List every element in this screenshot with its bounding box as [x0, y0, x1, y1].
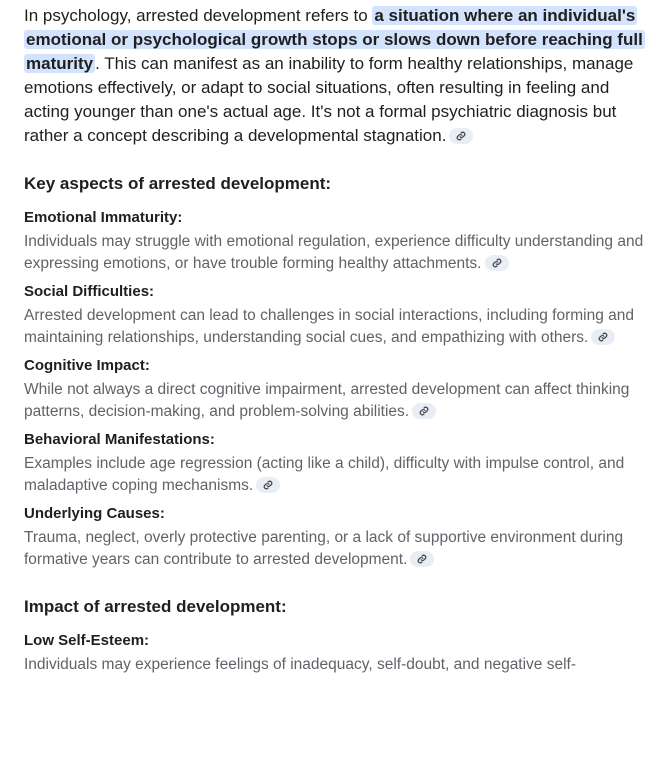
item-desc-text: While not always a direct cognitive impairment, arrested development can affect thinking patterns, decision-making, and problem-solving abilities. — [24, 381, 630, 420]
item-title: Emotional Immaturity: — [24, 209, 183, 226]
list-item — [24, 207, 654, 275]
source-link-button[interactable] — [591, 329, 615, 345]
item-desc — [24, 453, 654, 497]
link-icon — [419, 406, 429, 416]
intro-highlight: a situation where an individual's emotional or psychological growth stops or slows down before reaching full maturity — [26, 6, 643, 73]
link-icon — [492, 258, 502, 268]
list-item — [24, 281, 654, 349]
intro-paragraph — [24, 4, 654, 148]
link-icon — [598, 332, 608, 342]
list-item — [24, 429, 654, 497]
list-item — [24, 503, 654, 571]
item-desc — [24, 231, 654, 275]
list-item — [24, 630, 654, 676]
impact-list — [24, 630, 654, 676]
source-link-button[interactable] — [412, 403, 436, 419]
item-desc-text: Individuals may struggle with emotional regulation, experience difficulty understanding and expressing emotions, or have trouble forming healthy attachments. — [24, 233, 644, 272]
intro-text-before: In psychology, arrested development refers to — [24, 6, 373, 25]
key-aspects-list — [24, 207, 654, 571]
item-desc — [24, 527, 654, 571]
item-desc-text: Examples include age regression (acting like a child), difficulty with impulse control, and maladaptive coping mechanisms. — [24, 455, 625, 494]
link-icon — [417, 554, 427, 564]
item-title: Underlying Causes: — [24, 505, 165, 522]
item-desc — [24, 379, 654, 423]
item-desc: Individuals may experience feelings of inadequacy, self-doubt, and negative self- — [24, 656, 577, 673]
source-link-button[interactable] — [485, 255, 509, 271]
source-link-button[interactable] — [449, 128, 473, 144]
item-title: Social Difficulties: — [24, 283, 155, 300]
link-icon — [456, 131, 466, 141]
source-link-button[interactable] — [256, 477, 280, 493]
list-item — [24, 355, 654, 423]
item-desc-text: Trauma, neglect, overly protective parenting, or a lack of supportive environment during formative years can contribute to arrested development. — [24, 529, 624, 568]
item-title: Behavioral Manifestations: — [24, 431, 215, 448]
section-heading-key-aspects: Key aspects of arrested development: — [24, 174, 332, 193]
link-icon — [263, 480, 273, 490]
item-desc-text: Arrested development can lead to challenges in social interactions, including forming and maintaining relationships, understanding social cues, and empathizing with others. — [24, 307, 635, 346]
intro-text-after: . This can manifest as an inability to form healthy relationships, manage emotions effectively, or adapt to social situations, often resulting in feeling and acting younger than one's actual age. It's not a formal psychiatric diagnosis but rather a concept describing a developmental stagnation. — [24, 54, 634, 145]
item-title: Low Self-Esteem: — [24, 632, 150, 649]
source-link-button[interactable] — [410, 551, 434, 567]
item-title: Cognitive Impact: — [24, 357, 150, 374]
section-heading-impact: Impact of arrested development: — [24, 597, 287, 616]
response-content — [24, 4, 654, 676]
item-desc — [24, 305, 654, 349]
